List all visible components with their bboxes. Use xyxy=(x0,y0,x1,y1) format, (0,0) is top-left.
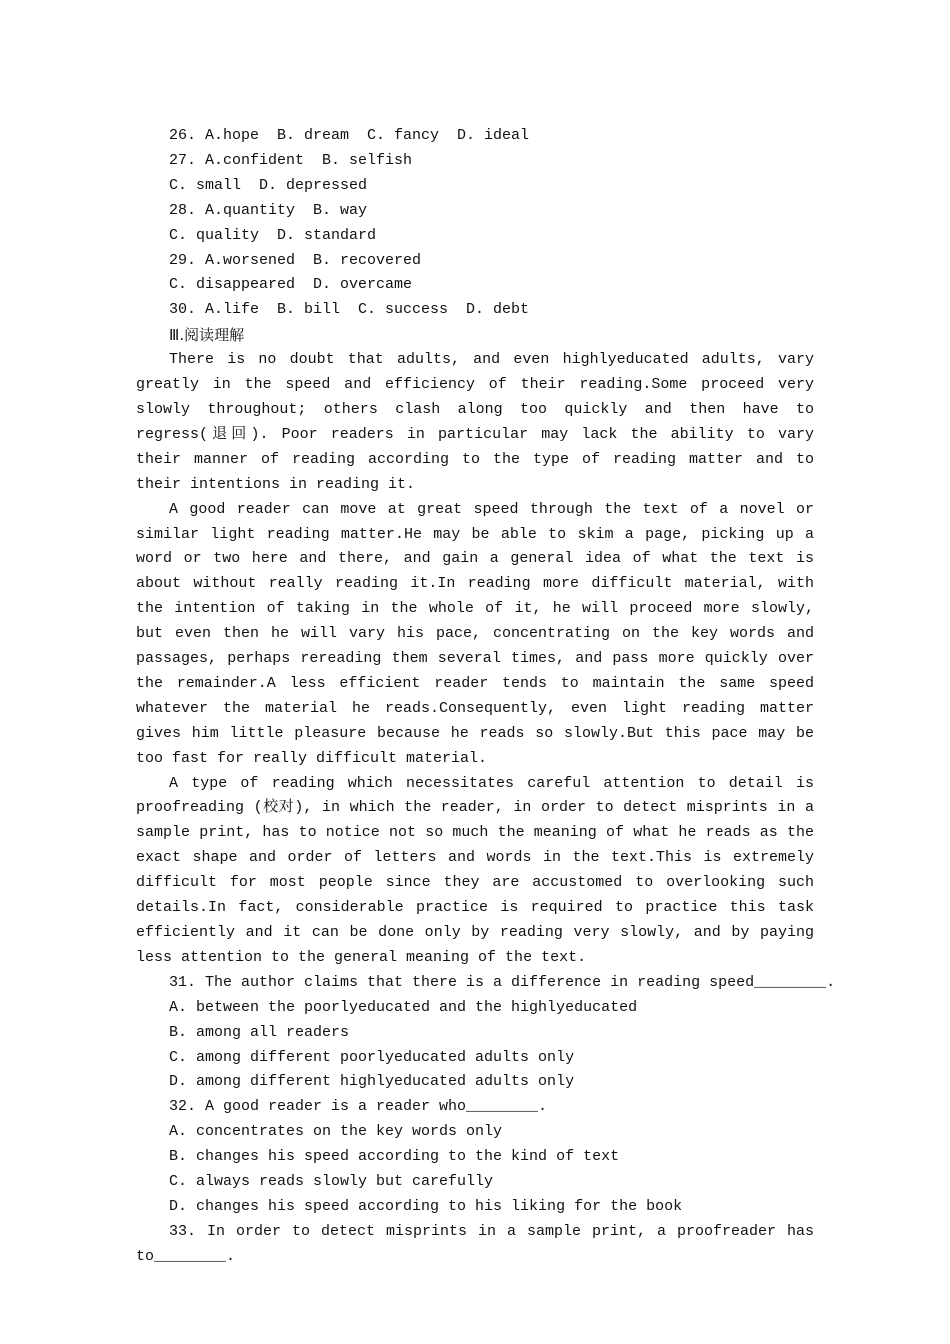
question-32-option-d: D. changes his speed according to his liking for the book xyxy=(169,1197,683,1215)
question-32-option-a: A. concentrates on the key words only xyxy=(169,1123,503,1141)
reading-paragraph-1: There is no doubt that adults, and even highlyeducated adults, vary greatly in the speed and efficiency of their reading.Some proceed very slowly throughout; others clash along too quickly and then have to regress(退回). Poor readers in particular may lack the ability to vary their manner of reading according to the type of reading matter and to their intentions in reading it. xyxy=(136,351,814,493)
option-line-30: 30. A.life B. bill C. success D. debt xyxy=(169,301,530,319)
question-31-option-d: D. among different highlyeducated adults only xyxy=(169,1073,575,1091)
question-31: 31. The author claims that there is a difference in reading speed________. xyxy=(169,973,836,991)
option-line-28a: 28. A.quantity B. way xyxy=(169,201,368,219)
question-31-option-a: A. between the poorlyeducated and the highlyeducated xyxy=(169,998,638,1016)
question-32-option-b: B. changes his speed according to the kind of text xyxy=(169,1148,620,1166)
option-line-29b: C. disappeared D. overcame xyxy=(169,276,413,294)
question-32-option-c: C. always reads slowly but carefully xyxy=(169,1173,494,1191)
option-line-26: 26. A.hope B. dream C. fancy D. ideal xyxy=(169,127,530,144)
question-31-option-c: C. among different poorlyeducated adults only xyxy=(169,1048,575,1066)
question-33: 33. In order to detect misprints in a sample print, a proofreader has to________. xyxy=(136,1222,814,1265)
document-page xyxy=(136,124,836,1270)
question-32: 32. A good reader is a reader who________. xyxy=(169,1098,548,1116)
option-line-29a: 29. A.worsened B. recovered xyxy=(169,251,422,269)
reading-paragraph-3: A type of reading which necessitates careful attention to detail is proofreading (校对), in which the reader, in order to detect misprints in a sample print, has to notice not so much the meaning of what he reads as the exact shape and order of letters and words in the text.This is extremely difficult for most people since they are accustomed to overlooking such details.In fact, considerable practice is required to practice this task efficiently and it can be done only by reading very slowly, and by paying less attention to the general meaning of the text. xyxy=(136,774,814,966)
section-heading: Ⅲ.阅读理解 xyxy=(169,326,245,345)
reading-paragraph-2: A good reader can move at great speed through the text of a novel or similar light reading matter.He may be able to skim a page, picking up a word or two here and there, and gain a general idea of what the text is about without really reading it.In reading more difficult material, with the intention of taking in the whole of it, he will proceed more slowly, but even then he will vary his pace, concentrating on the key words and passages, perhaps rereading them several times, and pass more quickly over the remainder.A less efficient reader tends to maintain the same speed whatever the material he reads.Consequently, even light reading matter gives him little pleasure because he reads so slowly.But this pace may be too fast for really difficult material. xyxy=(136,500,814,767)
option-line-28b: C. quality D. standard xyxy=(169,226,377,244)
option-line-27b: C. small D. depressed xyxy=(169,176,368,194)
question-31-option-b: B. among all readers xyxy=(169,1023,350,1041)
option-line-27a: 27. A.confident B. selfish xyxy=(169,151,413,169)
